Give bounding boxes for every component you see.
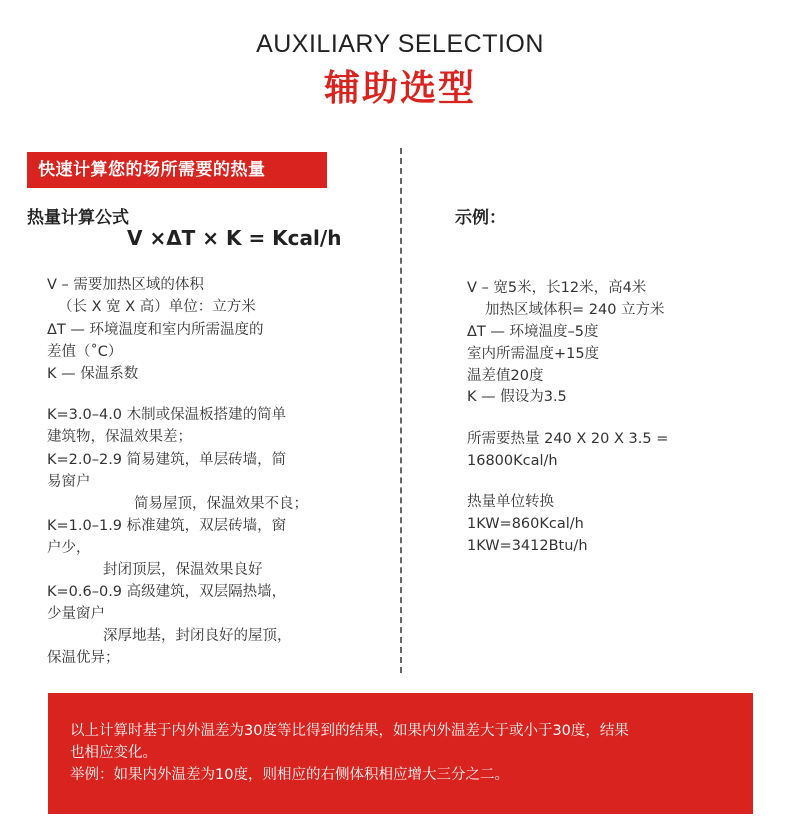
text-line: K — 保温系数	[47, 366, 139, 382]
footer-line: 以上计算时基于内外温差为30度等比得到的结果，如果内外温差大于或小于30度，结果	[70, 723, 629, 739]
text-line: ΔT — 环境温度和室内所需温度的	[47, 322, 264, 338]
title-en: AUXILIARY SELECTION	[256, 30, 544, 58]
text-line: （长 X 宽 X 高）单位：立方米	[58, 299, 256, 315]
text-line: ΔT — 环境温度–5度	[467, 324, 599, 340]
column-divider	[400, 148, 402, 673]
text-line: 易窗户	[47, 474, 91, 490]
section-banner: 快速计算您的场所需要的热量	[27, 152, 327, 188]
text-line: 所需要热量 240 X 20 X 3.5 =	[467, 431, 669, 447]
text-line: 热量单位转换	[467, 494, 554, 510]
text-line: 保温优异；	[47, 650, 120, 666]
heat-formula: V ×ΔT × K = Kcal/h	[127, 226, 342, 250]
text-line: 户少，	[47, 540, 91, 556]
text-line: 1KW=3412Btu/h	[467, 538, 588, 554]
footer-line: 举例：如果内外温差为10度，则相应的右侧体积相应增大三分之二。	[70, 767, 509, 783]
text-line: 深厚地基，封闭良好的屋顶，	[103, 628, 292, 644]
text-line: 建筑物，保温效果差；	[47, 429, 192, 445]
text-line: V – 需要加热区域的体积	[47, 277, 204, 293]
text-line: 封闭顶层，保温效果良好	[103, 562, 263, 578]
text-line: 室内所需温度+15度	[467, 346, 600, 362]
text-line: 差值（˚C）	[47, 344, 123, 360]
text-line: 1KW=860Kcal/h	[467, 516, 584, 532]
formula-heading: 热量计算公式	[27, 208, 129, 228]
text-line: V – 宽5米，长12米，高4米	[467, 280, 647, 296]
text-line: K=0.6–0.9 高级建筑，双层隔热墙，	[47, 584, 287, 600]
text-line: 温差值20度	[467, 368, 544, 384]
text-line: K=3.0–4.0 木制或保温板搭建的简单	[47, 407, 287, 423]
text-line: K=1.0–1.9 标准建筑，双层砖墙，窗	[47, 518, 287, 534]
text-line: 少量窗户	[47, 606, 105, 622]
text-line: 简易屋顶，保温效果不良；	[134, 496, 308, 512]
title-cn: 辅助选型	[323, 68, 476, 109]
text-line: 加热区域体积= 240 立方米	[485, 302, 665, 318]
text-line: K — 假设为3.5	[467, 389, 567, 405]
text-line: 16800Kcal/h	[467, 453, 558, 469]
example-heading: 示例：	[455, 208, 506, 228]
text-line: K=2.0–2.9 简易建筑，单层砖墙，简	[47, 452, 287, 468]
footer-note	[48, 693, 753, 814]
footer-line: 也相应变化。	[70, 745, 157, 761]
